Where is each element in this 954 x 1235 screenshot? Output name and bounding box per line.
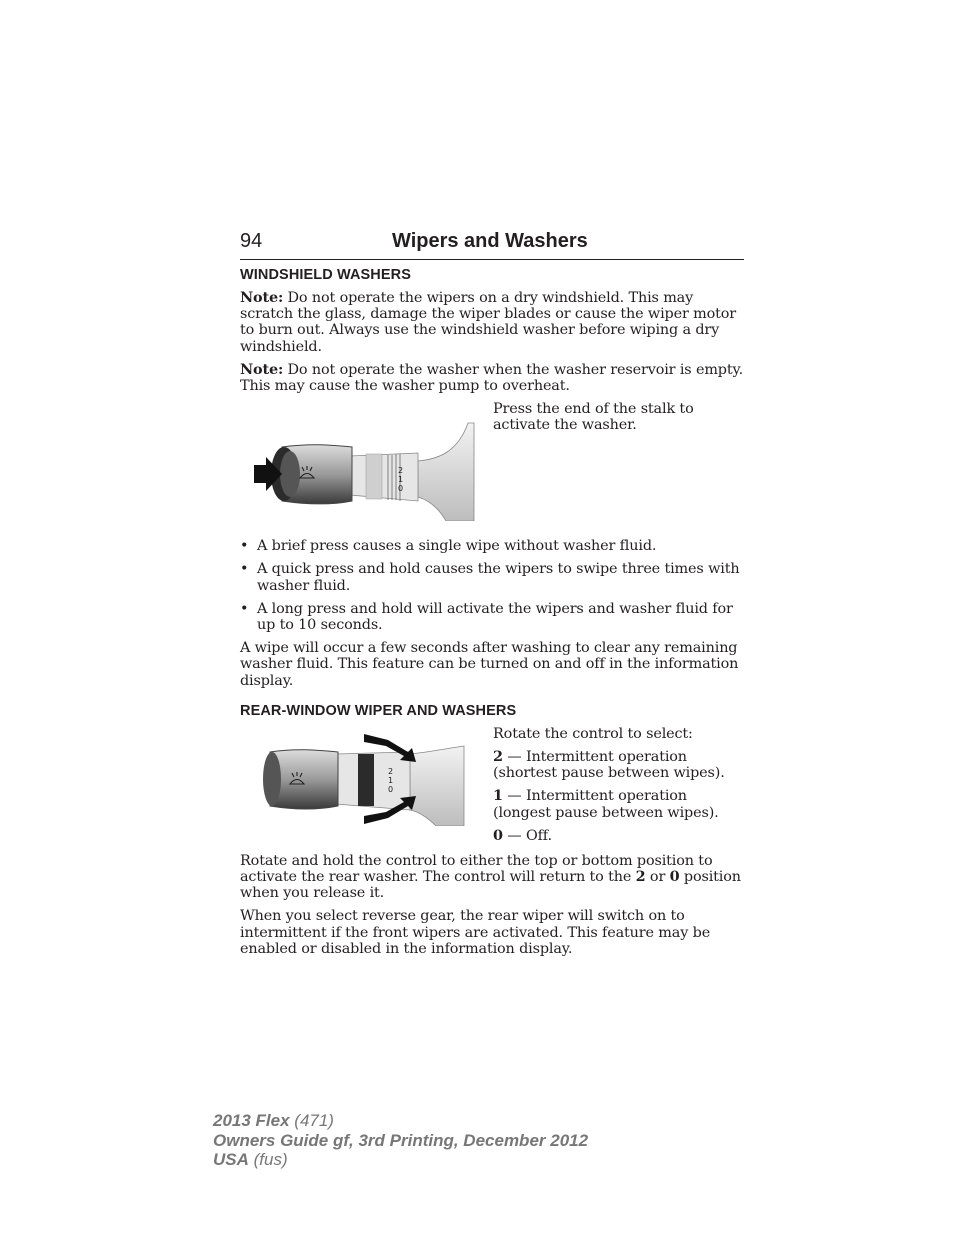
rear-mark-0: 0 [388,784,394,794]
reverse-gear-paragraph: When you select reverse gear, the rear wiper will switch on to intermittent if the front wipers are activated. This feature may be enabled or disabled in the information display. [240,908,711,957]
footer-region: USA (fus) [213,1150,288,1169]
list-item: • A brief press causes a single wipe without washer fluid. [240,538,657,555]
windshield-washers-heading: WINDSHIELD WASHERS [240,267,411,283]
washer-figure-row [240,401,746,538]
stalk-mark-1: 1 [398,475,404,485]
press-options-list [240,538,746,633]
chapter-title: Wipers and Washers [392,230,588,252]
after-wash-paragraph: A wipe will occur a few seconds after washing to clear any remaining washer fluid. This feature can be turned on and off in the information display. [240,640,739,689]
list-item: • A long press and hold will activate the wipers and washer fluid for up to 10 seconds. [240,600,733,634]
option-0: 0 — Off. [493,826,552,844]
note-label: Note: [240,289,284,306]
rear-mark-2: 2 [388,766,394,776]
page-content [240,267,746,964]
note-empty-reservoir [240,362,746,394]
rear-wiper-heading: REAR-WINDOW WIPER AND WASHERS [240,702,517,719]
note-text: Do not operate the wipers on a dry windshield. This may scratch the glass, damage the wiper blades or cause the wiper motor to burn out. Always use the windshield washer before wiping a dry windshield. [240,290,737,355]
rear-options [493,726,746,844]
footer-model: 2013 Flex (471) [213,1111,334,1130]
rotate-hold-paragraph: Rotate and hold the control to either the top or bottom position to activate the rear washer. The control will return to the 2 or 0 position when you release it. [240,852,741,902]
stalk-mark-0: 0 [398,484,404,494]
option-1: 1 — Intermittent operation (longest pause between wipes). [493,787,719,821]
option-2: 2 — Intermittent operation (shortest pause between wipes). [493,748,725,782]
list-item: • A quick press and hold causes the wipers to swipe three times with washer fluid. [240,561,740,594]
rotate-intro: Rotate the control to select: [493,725,693,742]
note-dry-windshield [240,290,746,355]
note-label: Note: [240,360,284,378]
rear-figure-row [240,726,746,853]
wiper-stalk-press-illustration [240,421,475,521]
stalk-mark-2: 2 [398,466,404,476]
rear-mark-1: 1 [388,775,394,785]
page-header [240,228,744,260]
note-text: Do not operate the washer when the washer reservoir is empty. This may cause the washer pump to overheat. [240,361,743,395]
rear-wiper-rotate-illustration [240,732,470,826]
footer-guide: Owners Guide gf, 3rd Printing, December 2012 [213,1130,589,1150]
page-number: 94 [240,230,263,252]
page-footer [213,1111,588,1170]
washer-figure-caption: Press the end of the stalk to activate the washer. [493,401,694,434]
